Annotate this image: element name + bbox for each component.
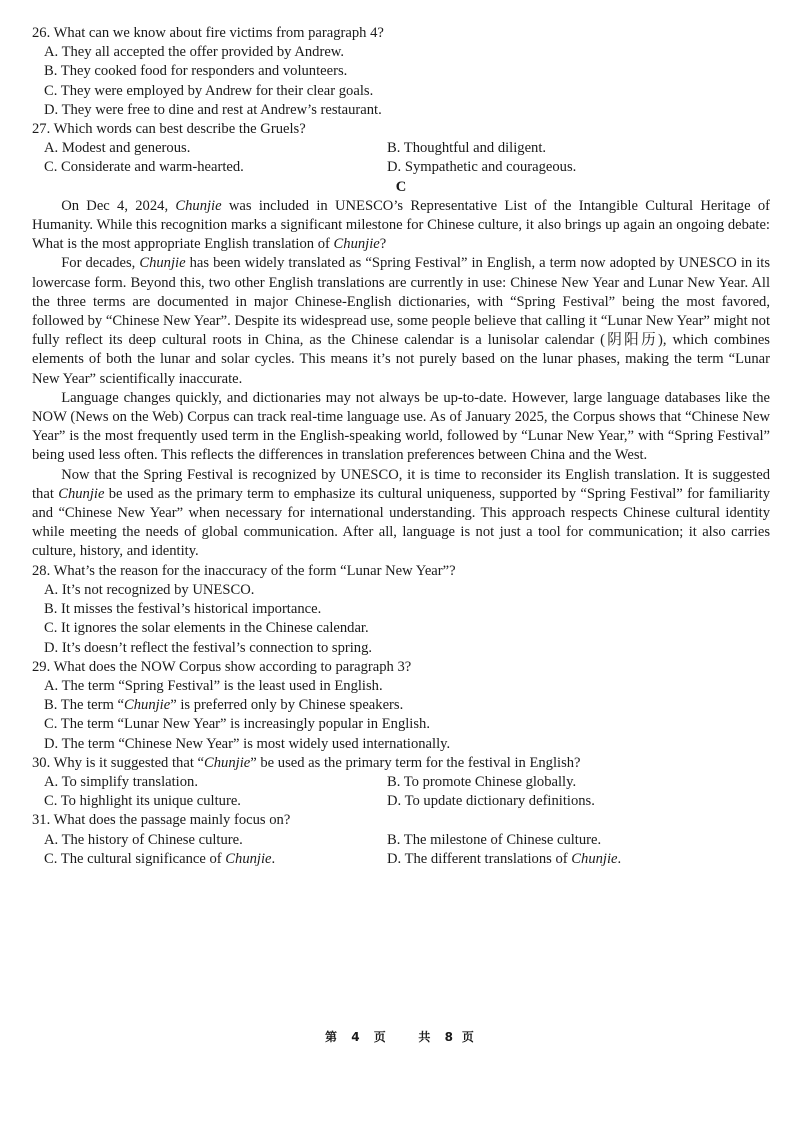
question-number: 26.: [32, 25, 51, 41]
page-number: 第 4 页: [325, 1030, 387, 1044]
option-d: D. They were free to dine and rest at Andrew’s restaurant.: [44, 101, 382, 118]
options-row: [32, 831, 770, 850]
options-row: [32, 139, 770, 158]
option-a: A. The history of Chinese culture.: [44, 831, 243, 848]
passage-c: [32, 178, 770, 562]
question-text: Which words can best describe the Gruels?: [53, 121, 306, 138]
question-29: [32, 658, 770, 754]
paragraph-2: For decades, Chunjie has been widely translated as “Spring Festival” in English, a term now adopted by UNESCO in its lowercase form. Beyond this, two other English translations are currently in use: Chinese New Year and Lunar New Year. All the three terms are documented in major Chinese-English dictionaries, with “Spring Festival” being the most favored, followed by “Chinese New Year”. Despite its widespread use, some people believe that calling it “Lunar New Year” might not fully reflect its deep cultural roots in China, as the Chinese calendar is a lunisolar calendar (阴阳历), which combines elements of both the lunar and solar cycles. This means it’s not purely based on the lunar phases, making the term “Lunar New Year” scientifically inaccurate.: [32, 255, 771, 387]
options-row: [32, 158, 770, 177]
paragraph-3: Language changes quickly, and dictionaries may not always be up-to-date. However, large language databases like the NOW (News on the Web) Corpus can track real-time language use. As of January 2025, the Corpus shows that “Chinese New Year” is the most frequently used term in the English-speaking world, followed by “Lunar New Year,” with “Spring Festival” being used less often. This reflects the differences in translation preferences between China and the West.: [32, 389, 770, 464]
option-a: A. To simplify translation.: [44, 773, 198, 790]
options-row: [32, 850, 770, 869]
question-stem: [32, 120, 770, 139]
option-d: D. To update dictionary definitions.: [387, 793, 595, 810]
option-a: A. The term “Spring Festival” is the least used in English.: [44, 677, 383, 694]
page-footer: [0, 1028, 800, 1047]
section-letter: C: [395, 178, 407, 195]
question-stem: 28. What’s the reason for the inaccuracy of the form “Lunar New Year”?: [32, 562, 456, 579]
options-row: [32, 792, 770, 811]
question-28: [32, 562, 770, 658]
question-27: [32, 120, 770, 178]
question-30: [32, 754, 770, 812]
option-c: C. It ignores the solar elements in the Chinese calendar.: [44, 620, 369, 637]
option-a: A. They all accepted the offer provided by Andrew.: [44, 44, 345, 61]
option-c: C. They were employed by Andrew for their clear goals.: [44, 82, 374, 99]
option-b: B. The term “Chunjie” is preferred only by Chinese speakers.: [44, 697, 404, 714]
question-31: [32, 811, 770, 869]
option-b: B. To promote Chinese globally.: [387, 773, 577, 790]
option-c: C. To highlight its unique culture.: [44, 793, 241, 810]
option-d: D. It’s doesn’t reflect the festival’s connection to spring.: [44, 639, 373, 656]
paragraph-1: On Dec 4, 2024, Chunjie was included in UNESCO’s Representative List of the Intangible Cultural Heritage of Humanity. While this recognition marks a significant milestone for Chinese culture, it also brings up again an ongoing debate: What is the most appropriate English translation of Chunjie?: [32, 197, 770, 253]
option-a: A. It’s not recognized by UNESCO.: [44, 581, 255, 598]
option-b: B. They cooked food for responders and volunteers.: [44, 63, 348, 80]
question-text: What can we know about fire victims from paragraph 4?: [53, 25, 384, 41]
option-d: D. The different translations of Chunjie.: [387, 850, 622, 867]
page-total: 共 8 页: [418, 1030, 475, 1044]
option-c: C. The cultural significance of Chunjie.: [44, 850, 276, 867]
option-d: D. The term “Chinese New Year” is most widely used internationally.: [44, 735, 451, 752]
option-c: C. The term “Lunar New Year” is increasingly popular in English.: [44, 716, 430, 733]
option-b: B. Thoughtful and diligent.: [387, 140, 547, 157]
options-row: [32, 773, 770, 792]
option-b: B. The milestone of Chinese culture.: [387, 831, 602, 848]
paragraph-4: Now that the Spring Festival is recognized by UNESCO, it is time to reconsider its English translation. It is suggested that Chunjie be used as the primary term to emphasize its cultural uniqueness, supported by “Spring Festival” for familiarity and “Chinese New Year” when necessary for international understanding. This approach respects Chinese cultural identity while meeting the needs of global communication. After all, language is not just a tool for communication; it also carries culture, history, and identity.: [32, 466, 770, 560]
option-c: C. Considerate and warm-hearted.: [44, 159, 244, 176]
option-b: B. It misses the festival’s historical importance.: [44, 601, 322, 618]
question-stem: 31. What does the passage mainly focus on?: [32, 812, 291, 829]
option-d: D. Sympathetic and courageous.: [387, 159, 577, 176]
question-number: 27.: [32, 121, 51, 138]
question-26: [32, 24, 770, 869]
question-stem: 30. Why is it suggested that “Chunjie” be used as the primary term for the festival in English?: [32, 754, 581, 771]
question-stem: 29. What does the NOW Corpus show according to paragraph 3?: [32, 658, 412, 675]
option-a: A. Modest and generous.: [44, 140, 191, 157]
question-stem: [32, 24, 770, 43]
